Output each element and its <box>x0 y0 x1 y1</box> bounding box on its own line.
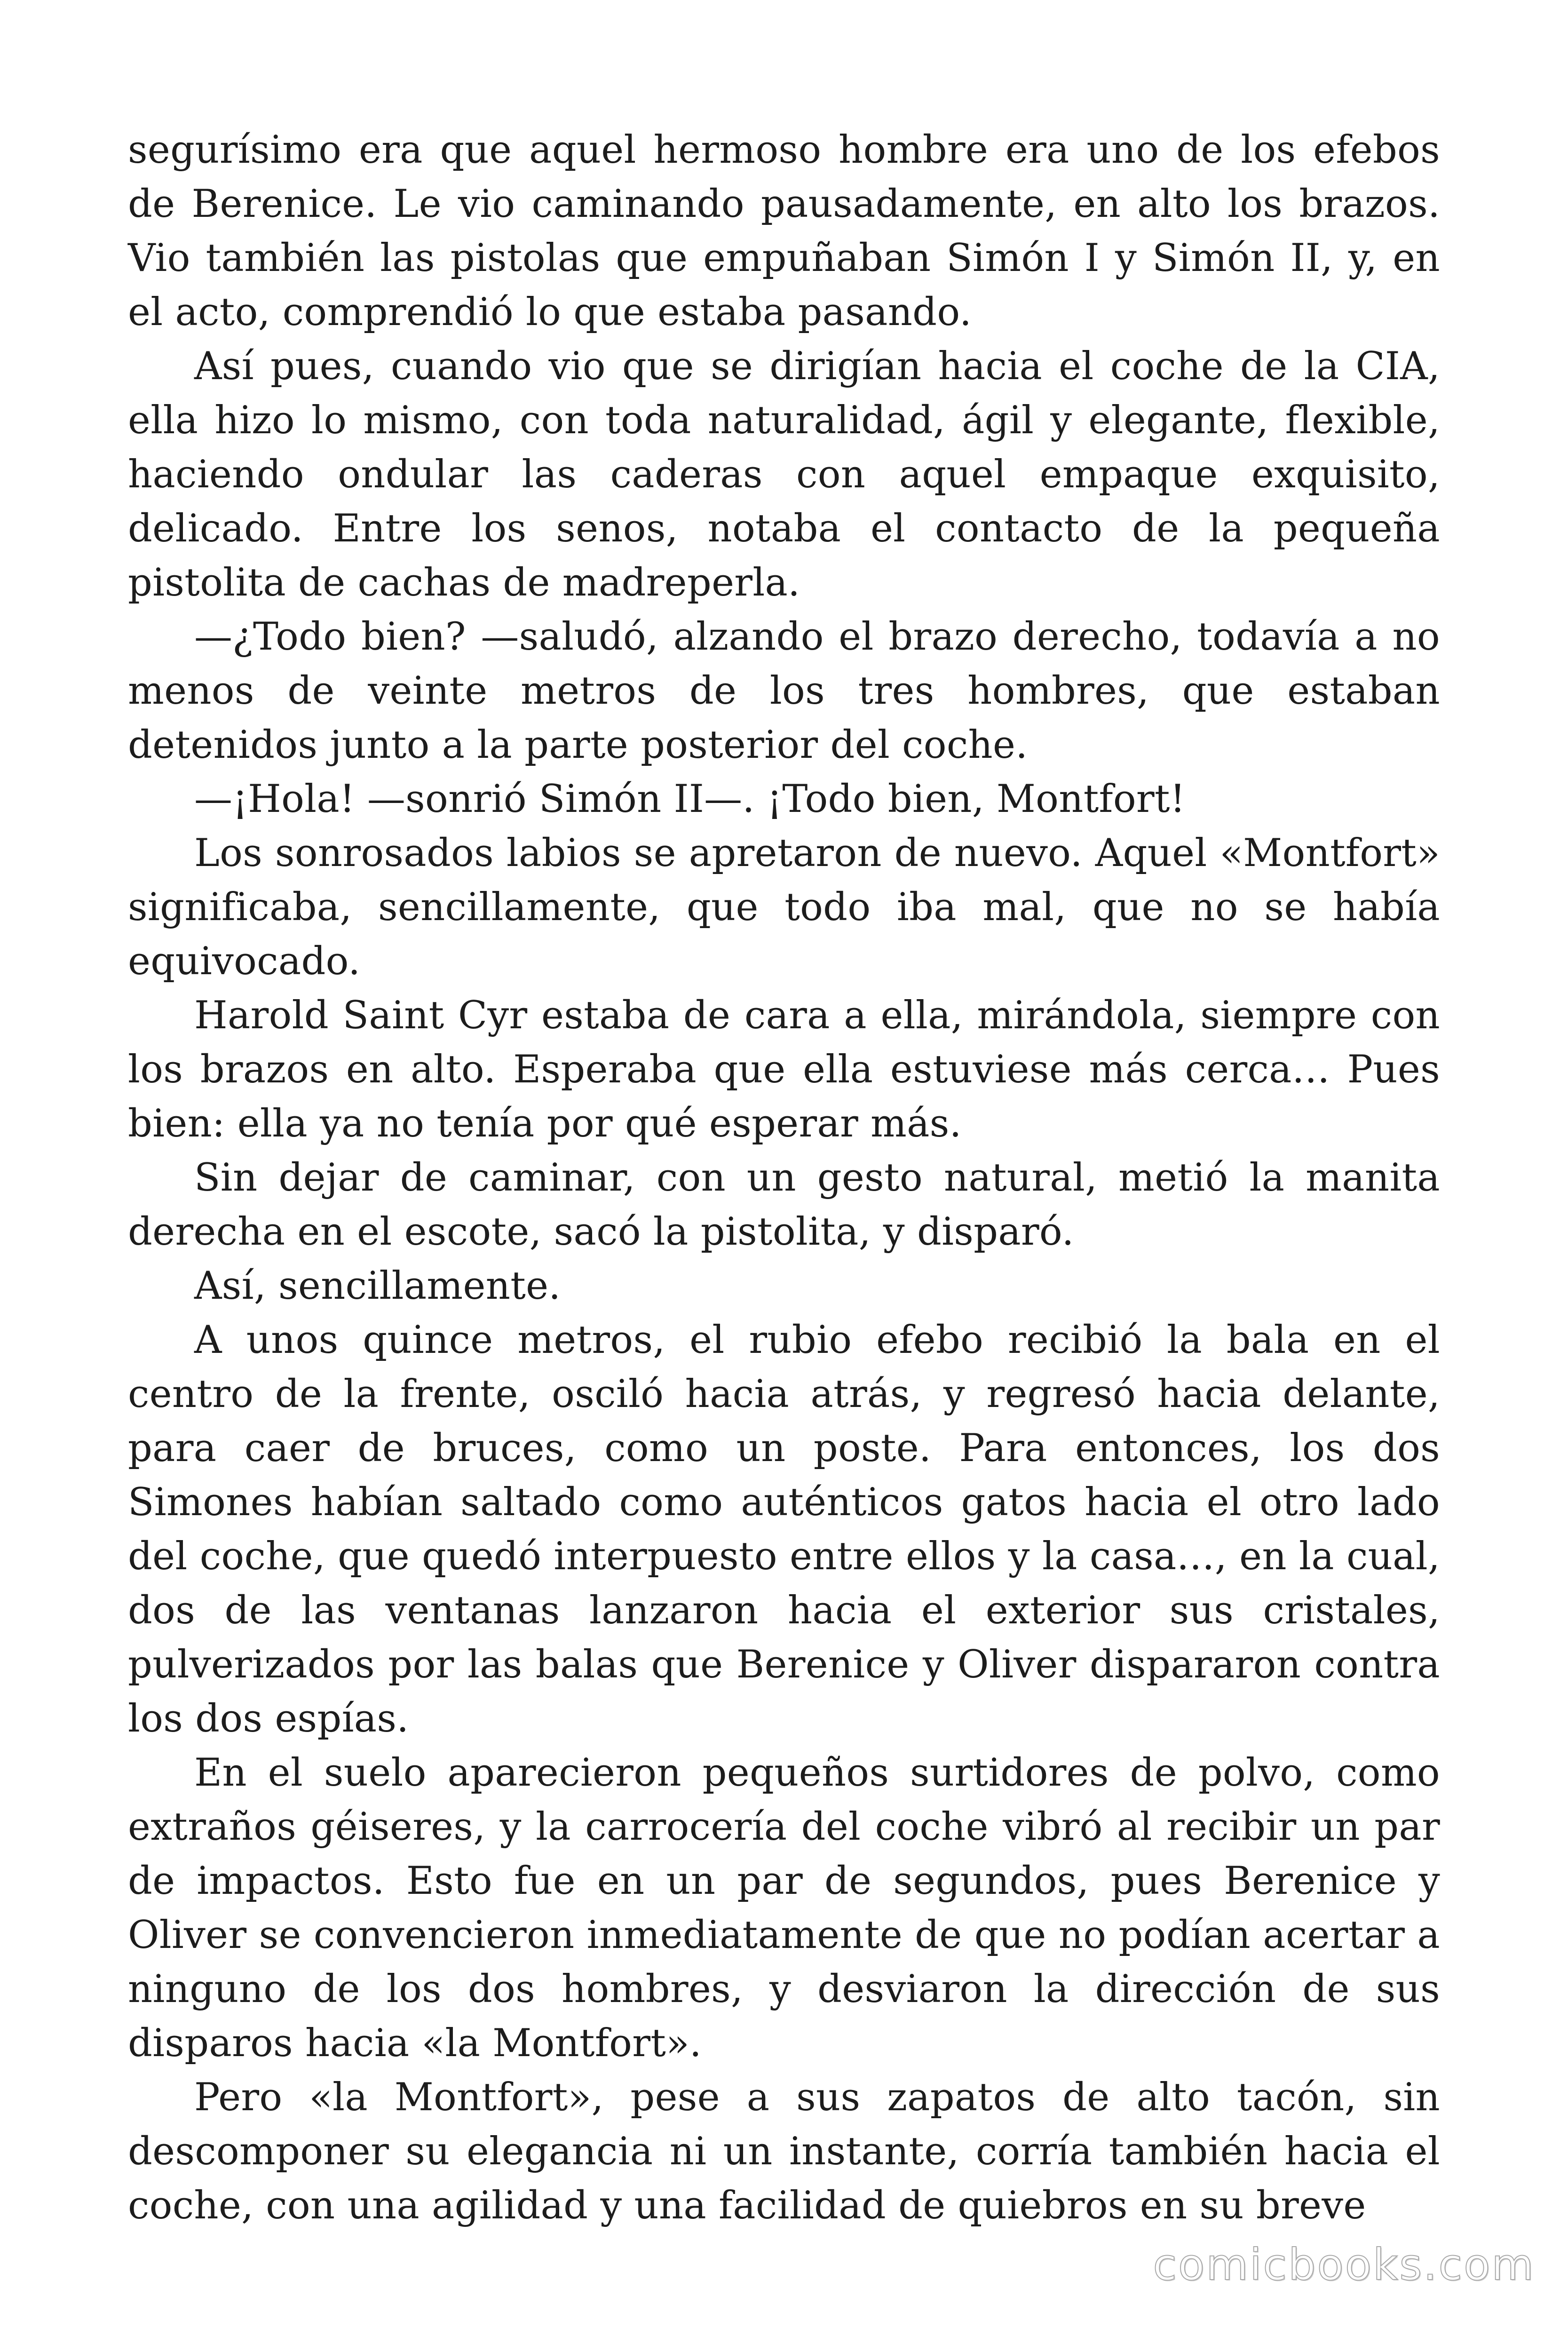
paragraph: Así, sencillamente. <box>194 1264 561 1308</box>
paragraph: segurísimo era que aquel hermoso hombre era uno de los efebos de Berenice. Le vio caminando pausadamente, en alto los brazos. Vio también las pistolas que empuñaban Simón I y Simón II, y, en el acto, comprendió lo que estaba pasando. <box>128 128 1440 334</box>
paragraph: Harold Saint Cyr estaba de cara a ella, mirándola, siempre con los brazos en alto. Esperaba que ella estuviese más cerca… Pues bien: ella ya no tenía por qué esperar más. <box>128 993 1440 1146</box>
paragraph: Los sonrosados labios se apretaron de nuevo. Aquel «Montfort» significaba, sencillamente, que todo iba mal, que no se había equivocado. <box>128 831 1440 984</box>
paragraph: —¡Hola! —sonrió Simón II—. ¡Todo bien, Montfort! <box>194 777 1186 821</box>
paragraph: —¿Todo bien? —saludó, alzando el brazo derecho, todavía a no menos de veinte metros de los tres hombres, que estaban detenidos junto a la parte posterior del coche. <box>128 615 1440 767</box>
paragraph: Así pues, cuando vio que se dirigían hacia el coche de la CIA, ella hizo lo mismo, con toda naturalidad, ágil y elegante, flexible, haciendo ondular las caderas con aquel empaque exquisito, delicado. Entre los senos, notaba el contacto de la pequeña pistolita de cachas de madreperla. <box>128 344 1440 605</box>
paragraph: A unos quince metros, el rubio efebo recibió la bala en el centro de la frente, osciló hacia atrás, y regresó hacia delante, para caer de bruces, como un poste. Para entonces, los dos Simones habían saltado como auténticos gatos hacia el otro lado del coche, que quedó interpuesto entre ellos y la casa…, en la cual, dos de las ventanas lanzaron hacia el exterior sus cristales, pulverizados por las balas que Berenice y Oliver dispararon contra los dos espías. <box>128 1318 1440 1741</box>
paragraph: Sin dejar de caminar, con un gesto natural, metió la manita derecha en el escote, sacó la pistolita, y disparó. <box>128 1156 1440 1254</box>
paragraph: Pero «la Montfort», pese a sus zapatos de alto tacón, sin descomponer su elegancia ni un instante, corría también hacia el coche, con una agilidad y una facilidad de quiebros en su breve <box>128 2075 1440 2228</box>
paragraph: En el suelo aparecieron pequeños surtidores de polvo, como extraños géiseres, y la carrocería del coche vibró al recibir un par de impactos. Esto fue en un par de segundos, pues Berenice y Oliver se convencieron inmediatamente de que no podían acertar a ninguno de los dos hombres, y desviaron la dirección de sus disparos hacia «la Montfort». <box>128 1751 1440 2066</box>
page-body <box>128 123 1440 2233</box>
watermark: comicbooks.com <box>1153 2240 1535 2290</box>
